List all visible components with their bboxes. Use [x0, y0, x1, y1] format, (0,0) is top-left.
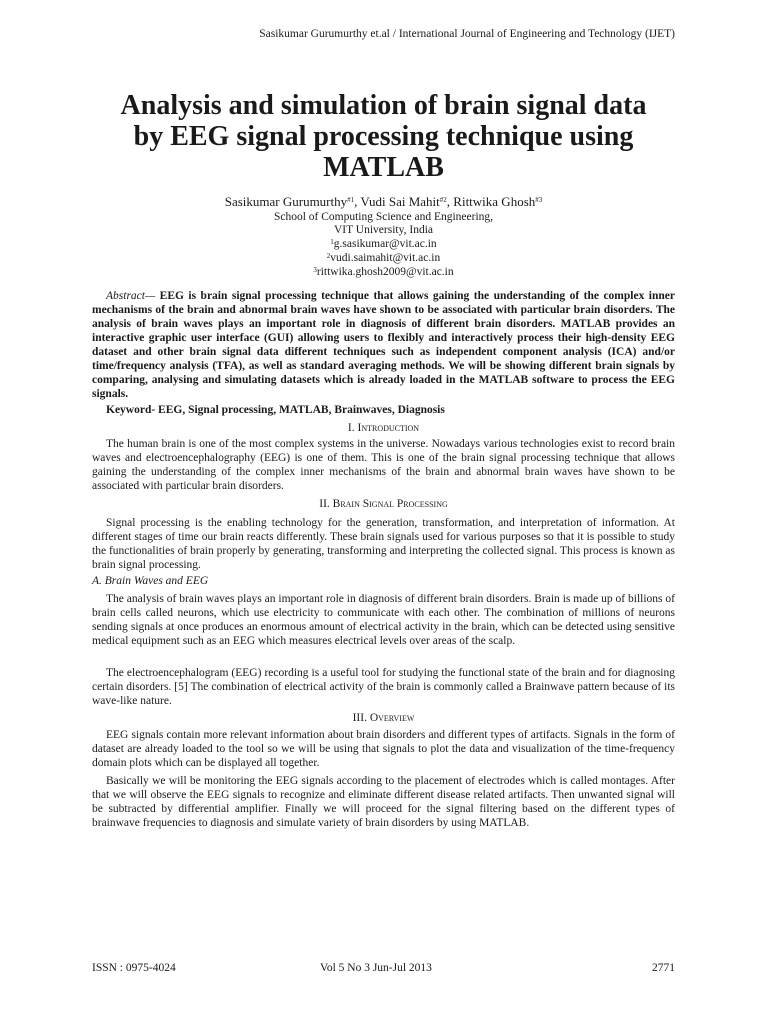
- paragraph-brain-waves-2: The electroencephalogram (EEG) recording is a useful tool for studying the functional state of the brain and for diagnosing certain disorders. [5] The combination of electrical activity of the brain is commonly called a Brainwave pattern because of its wave-like nature.: [92, 667, 675, 707]
- abstract-text: EEG is brain signal processing technique that allows gaining the understanding of the complex inner mechanisms of the brain and abnormal brain waves have shown to be associated with particular brain disorders. The analysis of brain waves plays an important role in diagnosis of different brain disorders. MATLAB provides an interactive graphic user interface (GUI) allowing users to flexibly and interactively process their high-density EEG dataset and other brain signal data different techniques such as independent component analysis (ICA) and/or time/frequency analysis (TFA), as well as standard averaging methods. We will be showing different brain signals by comparing, analysing and simulating datasets which is already loaded in the MATLAB software to process the EEG signals.: [92, 290, 675, 400]
- email-2: [92, 252, 675, 265]
- footer-volume: Vol 5 No 3 Jun-Jul 2013: [320, 962, 432, 974]
- author-separator: ,: [354, 194, 361, 209]
- email-1: [92, 238, 675, 251]
- paper-title: [92, 90, 675, 183]
- subsection-heading-brain-waves: A. Brain Waves and EEG: [92, 575, 209, 587]
- running-head: Sasikumar Gurumurthy et.al / International Journal of Engineering and Technology (IJET): [259, 28, 675, 40]
- email-1-marker: 1: [330, 238, 334, 246]
- author-1-marker: #1: [347, 196, 355, 204]
- title-line-3: MATLAB: [323, 152, 444, 183]
- paper-page: [92, 0, 675, 1024]
- footer-issn: ISSN : 0975-4024: [92, 962, 176, 974]
- email-3-address: rittwika.ghosh2009@vit.ac.in: [316, 266, 454, 278]
- author-1: Sasikumar Gurumurthy: [224, 194, 348, 209]
- email-1-address: g.sasikumar@vit.ac.in: [333, 238, 437, 250]
- email-2-address: vudi.saimahit@vit.ac.in: [330, 252, 441, 264]
- title-line-2: by EEG signal processing technique using: [133, 121, 634, 152]
- email-3: [92, 266, 675, 279]
- title-line-1: Analysis and simulation of brain signal data: [120, 90, 647, 121]
- abstract: [92, 289, 675, 401]
- section-heading-overview: III. Overview: [352, 712, 415, 724]
- author-2-marker: #2: [439, 196, 447, 204]
- paragraph-introduction: The human brain is one of the most complex systems in the universe. Nowadays various technologies exist to record brain waves and electroencephalography (EEG) is one of them. This is one of the brain signal processing technique that allows gaining the understanding of the complex inner mechanisms of the brain and abnormal brain waves have shown to be associated with particular brain disorders.: [92, 438, 675, 492]
- section-heading-introduction: I. Introduction: [347, 422, 420, 434]
- paragraph-overview-1: EEG signals contain more relevant information about brain disorders and different types of artifacts. Signals in the form of dataset are already loaded to the tool so we will be using that signals to plot the data and visualization of the time-frequency domain plots which can be displayed all together.: [92, 729, 675, 769]
- affiliation-university: VIT University, India: [333, 224, 433, 236]
- email-2-marker: 2: [326, 252, 331, 260]
- author-2: Vudi Sai Mahit: [360, 194, 440, 209]
- paragraph-brain-waves-1: The analysis of brain waves plays an important role in diagnosis of different brain disorders. Brain is made up of billions of brain cells called neurons, which use electricity to communicate with each other. The combination of millions of neurons sending signals at once produces an enormous amount of electrical activity in the brain, which can be detected using sensitive medical equipment such as an EEG which measures electrical levels over areas of the scalp.: [92, 593, 675, 647]
- paragraph-overview-2: Basically we will be monitoring the EEG signals according to the placement of electrodes which is called montages. After that we will observe the EEG signals to recognize and eliminate different disease related artifacts. Then unwanted signal will be subtracted by differential amplifier. Finally we will proceed for the signal filtering based on the different types of brainwave frequencies to diagnosis and simulate variety of brain disorders by using MATLAB.: [92, 775, 675, 829]
- section-heading-brain-signal-processing: II. Brain Signal Processing: [319, 498, 448, 510]
- author-3: Rittwika Ghosh: [453, 194, 536, 209]
- email-3-marker: 3: [313, 266, 317, 274]
- author-separator: ,: [446, 194, 454, 209]
- abstract-lead: Abstract—: [106, 290, 156, 302]
- paragraph-brain-signal-processing: Signal processing is the enabling technology for the generation, transformation, and interpretation of information. At different stages of time our brain reacts differently. These brain signals used for various purposes so that it is possible to study the functionalities of brain properly by generating, transforming and interpreting the collected signal. This process is known as brain signal processing.: [92, 517, 675, 571]
- affiliation-school: School of Computing Science and Engineering,: [273, 211, 494, 223]
- keywords: Keyword- EEG, Signal processing, MATLAB, Brainwaves, Diagnosis: [106, 404, 445, 416]
- author-list: [92, 195, 675, 209]
- author-3-marker: #3: [535, 196, 543, 204]
- footer-page-number: 2771: [652, 962, 675, 974]
